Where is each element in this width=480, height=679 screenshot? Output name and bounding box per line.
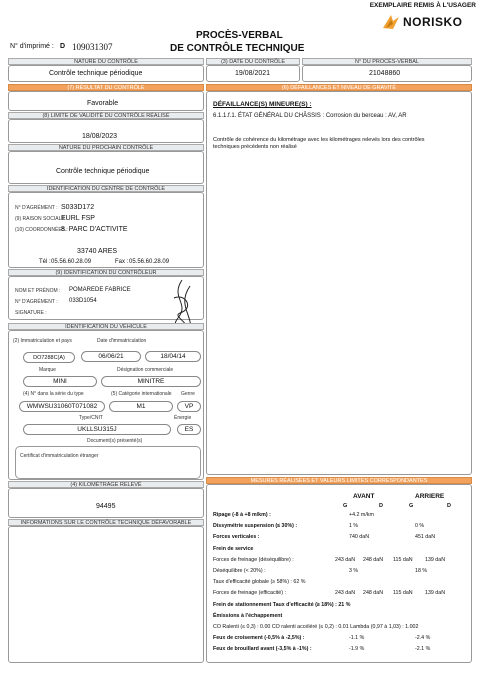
marque-field: MINI: [23, 376, 97, 387]
print-number-label: N° d'imprimé :: [10, 43, 54, 50]
print-number-letter: D: [60, 43, 66, 50]
centre-tel-value: 05.56.60.28.09: [51, 259, 92, 265]
measure-label: Frein de stationnement Taux d'efficacité (≥ 18%) : 21 %: [213, 601, 351, 608]
norisko-logo: [381, 12, 476, 32]
date-header: (3) DATE DU CONTRÔLE: [206, 58, 300, 65]
date-value: 19/08/2021: [235, 70, 271, 77]
avant-d: D: [379, 503, 383, 509]
measure-label: Frein de service: [213, 545, 254, 552]
next-box: [8, 151, 204, 184]
centre-header: IDENTIFICATION DU CENTRE DE CONTRÔLE: [8, 185, 204, 192]
measure-av: -1.9 %: [349, 646, 365, 653]
docs-label: Document(s) présenté(s): [87, 438, 143, 444]
km-box: [8, 488, 204, 518]
designation-label: Désignation commerciale: [117, 367, 174, 373]
measure-av-d: 248 daN: [363, 590, 384, 597]
controller-agr-label: N° D'AGRÉMENT :: [15, 299, 58, 305]
measure-av-d: 248 daN: [363, 556, 384, 563]
next-header: NATURE DU PROCHAIN CONTRÔLE: [8, 144, 204, 151]
measure-ar-g: 115 daN: [393, 590, 413, 597]
measure-av: 740 daN: [349, 534, 370, 541]
measure-label: Forces verticales :: [213, 534, 260, 541]
measure-ar-d: 139 daN: [425, 556, 446, 563]
vehicle-header: IDENTIFICATION DU VÉHICULE: [8, 323, 204, 330]
date-box: [206, 65, 300, 82]
measure-label: Déséquilibre (< 20%) :: [213, 568, 266, 574]
result-header: (7) RÉSULTAT DU CONTRÔLE: [8, 84, 204, 91]
norisko-logo-icon: [381, 12, 401, 32]
centre-rs-label: (9) RAISON SOCIALE :: [15, 216, 68, 222]
measure-label: Émissions à l'échappement: [213, 612, 283, 619]
measure-label: Feux de croisement (-0,5% à -2,5%) :: [213, 635, 305, 642]
measure-label: Forces de freinage (efficacité) :: [213, 590, 286, 597]
measure-ar: 18 %: [415, 568, 428, 574]
avant-g: G: [343, 503, 348, 509]
measure-av-g: 243 daN: [335, 556, 356, 563]
pv-header: N° DU PROCÈS-VERBAL: [302, 58, 472, 65]
info-header: INFORMATIONS SUR LE CONTRÔLE TECHNIQUE DÉFAVORABLE: [8, 519, 204, 526]
genre-label: Genre: [181, 391, 195, 397]
centre-city: 33740 ARES: [77, 248, 118, 255]
avant-label: AVANT: [353, 493, 375, 500]
controller-agr-value: 033D1054: [69, 298, 97, 304]
measures-box: [206, 484, 472, 663]
limit-header: (8) LIMITE DE VALIDITÉ DU CONTRÔLE RÉALISÉ: [8, 112, 204, 119]
measure-av: 3 %: [349, 568, 359, 574]
defects-item: 6.1.1.f.1. ÉTAT GÉNÉRAL DU CHÂSSIS : Corrosion du berceau : AV, AR: [213, 113, 407, 119]
measure-label: Taux d'efficacité globale (≥ 58%) : 62 %: [213, 579, 306, 586]
defects-title: DÉFAILLANCE(S) MINEURE(S) :: [213, 101, 312, 108]
marque-label: Marque: [39, 367, 56, 373]
controller-name-value: POMAREDE FABRICE: [69, 287, 131, 293]
controller-name-label: NOM ET PRÉNOM :: [15, 288, 61, 294]
measure-av: 1 %: [349, 523, 359, 530]
measure-label: Feux de brouillard avant (-3,5% à -1%) :: [213, 646, 312, 653]
vin-label: (4) N° dans la série du type: [23, 391, 84, 397]
vehicle-box: [8, 330, 204, 480]
genre-field: VP: [177, 401, 201, 412]
centre-rs-value: EURL FSP: [61, 215, 95, 222]
measure-ar-d: 139 daN: [425, 590, 446, 597]
measure-label: Ripage (-8 à +8 m/km) :: [213, 512, 271, 518]
next-value: Contrôle technique périodique: [56, 168, 150, 175]
centre-box: [8, 192, 204, 268]
doc-title-2: DE CONTRÔLE TECHNIQUE: [170, 43, 305, 54]
measure-label: Forces de freinage (déséquilibre) :: [213, 556, 294, 563]
centre-fax-value: 05.56.60.28.09: [129, 259, 170, 265]
copy-note: EXEMPLAIRE REMIS À L'USAGER: [369, 2, 476, 9]
measure-av: -1.1 %: [349, 635, 365, 642]
date2-field: 18/04/14: [145, 351, 201, 362]
centre-fax-label: Fax :: [115, 259, 129, 265]
docs-value: Certificat d'immatriculation étranger: [20, 453, 99, 459]
centre-tel-label: Tél :: [39, 259, 51, 265]
centre-coord-value: 8. PARC D'ACTIVITE: [61, 226, 128, 233]
defects-note-2: techniques précédents non réalisé: [213, 144, 297, 150]
km-header: (4) KILOMÉTRAGE RELEVÉ: [8, 481, 204, 488]
arriere-d: D: [447, 503, 451, 509]
type-field: UKLLSU315J: [23, 424, 171, 435]
nature-value: Contrôle technique périodique: [49, 70, 143, 77]
immat-field: DO7288C(A): [23, 352, 75, 363]
centre-agr-label: N° D'AGRÉMENT :: [15, 205, 58, 211]
date-immat-label: Date d'immatriculation: [97, 338, 147, 344]
brand-name: NORISKO: [403, 15, 463, 29]
centre-agr-value: S033D172: [61, 204, 95, 211]
info-box: [8, 526, 204, 663]
defects-note-1: Contrôle de cohérence du kilométrage avec les kilométrages relevés lors des contrôles: [213, 137, 425, 143]
limit-value: 18/08/2023: [82, 133, 118, 140]
date-immat-field: 06/06/21: [81, 351, 141, 362]
immat-label: (2) Immatriculation et pays: [13, 338, 72, 344]
nature-box: [8, 65, 204, 82]
type-label: Type/CNIT: [79, 415, 103, 421]
result-value: Favorable: [87, 100, 119, 107]
measure-ar: 0 %: [415, 523, 425, 530]
measure-label: CO Ralenti (≤ 0,3) : 0.00 CO ralenti accéléré (≤ 0,2) : 0.01 Lambda (0,97 à 1,03) : 1.002: [213, 624, 419, 630]
controller-header: (9) IDENTIFICATION DU CONTRÔLEUR: [8, 269, 204, 276]
result-box: [8, 91, 204, 111]
nature-header: NATURE DU CONTRÔLE: [8, 58, 204, 65]
energy-label: Énergie: [174, 415, 192, 421]
energy-field: ES: [177, 424, 201, 435]
measure-ar: -2.4 %: [415, 635, 431, 642]
arriere-label: ARRIERE: [415, 493, 445, 500]
measure-ar: 451 daN: [415, 534, 436, 541]
docs-box: [15, 446, 201, 479]
limit-box: [8, 119, 204, 143]
print-number-value: 109031307: [72, 42, 113, 52]
pv-value: 21048860: [369, 70, 401, 77]
measure-label: Dissymétrie suspension (≤ 30%) :: [213, 523, 298, 530]
measure-av-g: 243 daN: [335, 590, 356, 597]
arriere-g: G: [409, 503, 414, 509]
designation-field: MINITRE: [101, 376, 201, 387]
pv-box: [302, 65, 472, 82]
defects-box: [206, 91, 472, 475]
doc-title-1: PROCÈS-VERBAL: [196, 30, 283, 41]
cat-field: M1: [109, 401, 173, 412]
defects-header: (6) DÉFAILLANCES ET NIVEAU DE GRAVITÉ: [206, 84, 472, 91]
measure-ar-g: 115 daN: [393, 556, 413, 563]
centre-coord-label: (10) COORDONNÉES :: [15, 227, 68, 233]
km-value: 94495: [96, 503, 116, 510]
measure-av: +4.2 m/km: [349, 512, 374, 518]
measure-ar: -2.1 %: [415, 646, 431, 653]
measures-header: MESURES RÉALISÉES ET VALEURS LIMITES CORRESPONDANTES: [206, 477, 472, 484]
cat-label: (5) Catégorie internationale: [111, 391, 172, 397]
vin-field: WMWSU31060T071082: [19, 401, 105, 412]
controller-sig-label: SIGNATURE :: [15, 310, 47, 316]
